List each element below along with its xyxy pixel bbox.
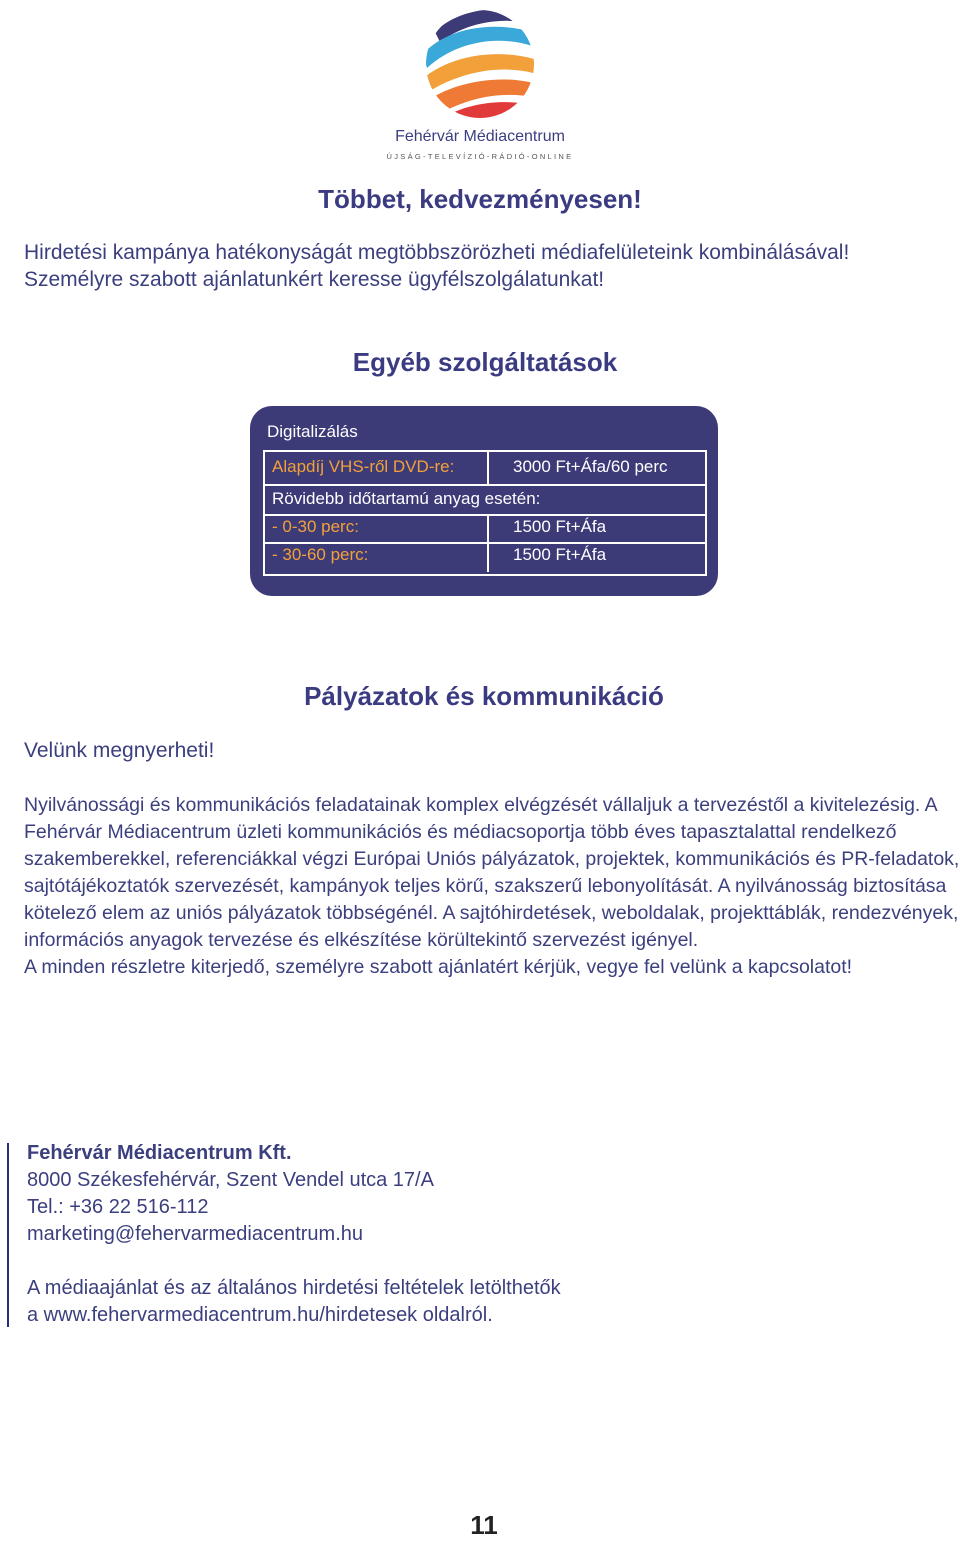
intro-line-2: Személyre szabott ajánlatunkért keresse ügyfélszolgálatunkat! xyxy=(24,268,605,291)
headline: Többet, kedvezményesen! xyxy=(318,184,642,214)
tenders-paragraph: Nyilvánossági és kommunikációs feladatainak komplex elvégzését vállaljuk a tervezéstől a kivitelezésig. A Fehérvár Médiacentrum üzleti kommunikációs és médiacsoportja több éves tapasztalattal rendelkező szakemberekkel, referenciákkal végzi Európai Uniós pályázatok, projektek, kommunikációs és PR-feladatok, sajtótájékoztatók szervezését, kampányok teljes körű, szakszerű lebonyolítását. A nyilvánosság biztosítása kötelező elem az uniós pályázatok többségénél. A sajtóhirdetések, weboldalak, projekttáblák, rendezvények, információs anyagok tervezése és elkészítése körültekintő szervezést igényel. xyxy=(24,794,960,951)
download-line: a www.fehervarmediacentrum.hu/hirdetesek oldalról. xyxy=(27,1304,493,1326)
logo-tagline: ÚJSÁG-TELEVÍZIÓ-RÁDIÓ-ONLINE xyxy=(386,152,574,161)
download-note xyxy=(27,1275,561,1329)
page-number: 11 xyxy=(470,1510,498,1540)
logo-name: Fehérvár Médiacentrum xyxy=(395,128,565,145)
company-email: marketing@fehervarmediacentrum.hu xyxy=(27,1223,364,1245)
table-divider xyxy=(265,514,705,516)
price-row-label: - 30-60 perc: xyxy=(272,545,369,564)
company-phone: Tel.: +36 22 516-112 xyxy=(27,1196,209,1218)
tenders-paragraph: A minden részletre kiterjedő, személyre szabott ajánlatért kérjük, vegye fel velünk a kapcsolatot! xyxy=(24,956,853,978)
price-row-label: - 0-30 perc: xyxy=(272,517,359,536)
company-name: Fehérvár Médiacentrum Kft. xyxy=(27,1142,292,1164)
services-box-title: Digitalizálás xyxy=(267,422,358,441)
tenders-lead: Velünk megnyerheti! xyxy=(24,739,215,762)
brand-logo xyxy=(380,0,580,170)
contact-accent-bar xyxy=(7,1143,9,1327)
table-column-divider xyxy=(487,452,489,484)
download-line: A médiaajánlat és az általános hirdetési feltételek letölthetők xyxy=(27,1277,561,1299)
globe-logo-icon xyxy=(415,2,545,122)
base-price-label: Alapdíj VHS-ről DVD-re: xyxy=(272,457,455,476)
base-price-value: 3000 Ft+Áfa/60 perc xyxy=(513,457,668,476)
table-divider xyxy=(265,484,705,486)
price-row-value: 1500 Ft+Áfa xyxy=(513,545,607,564)
table-column-divider xyxy=(487,516,489,572)
intro-line-1: Hirdetési kampánya hatékonyságát megtöbbszörözheti médiafelületeink kombinálásával! xyxy=(24,241,850,264)
services-title: Egyéb szolgáltatások xyxy=(352,347,618,377)
tenders-title: Pályázatok és kommunikáció xyxy=(304,681,664,711)
company-address: 8000 Székesfehérvár, Szent Vendel utca 17/A xyxy=(27,1169,434,1191)
contact-block xyxy=(27,1140,434,1248)
tenders-body xyxy=(24,792,960,981)
table-divider xyxy=(265,542,705,544)
intro-text xyxy=(24,239,944,293)
shorter-material-label: Rövidebb időtartamú anyag esetén: xyxy=(272,489,541,508)
price-row-value: 1500 Ft+Áfa xyxy=(513,517,607,536)
